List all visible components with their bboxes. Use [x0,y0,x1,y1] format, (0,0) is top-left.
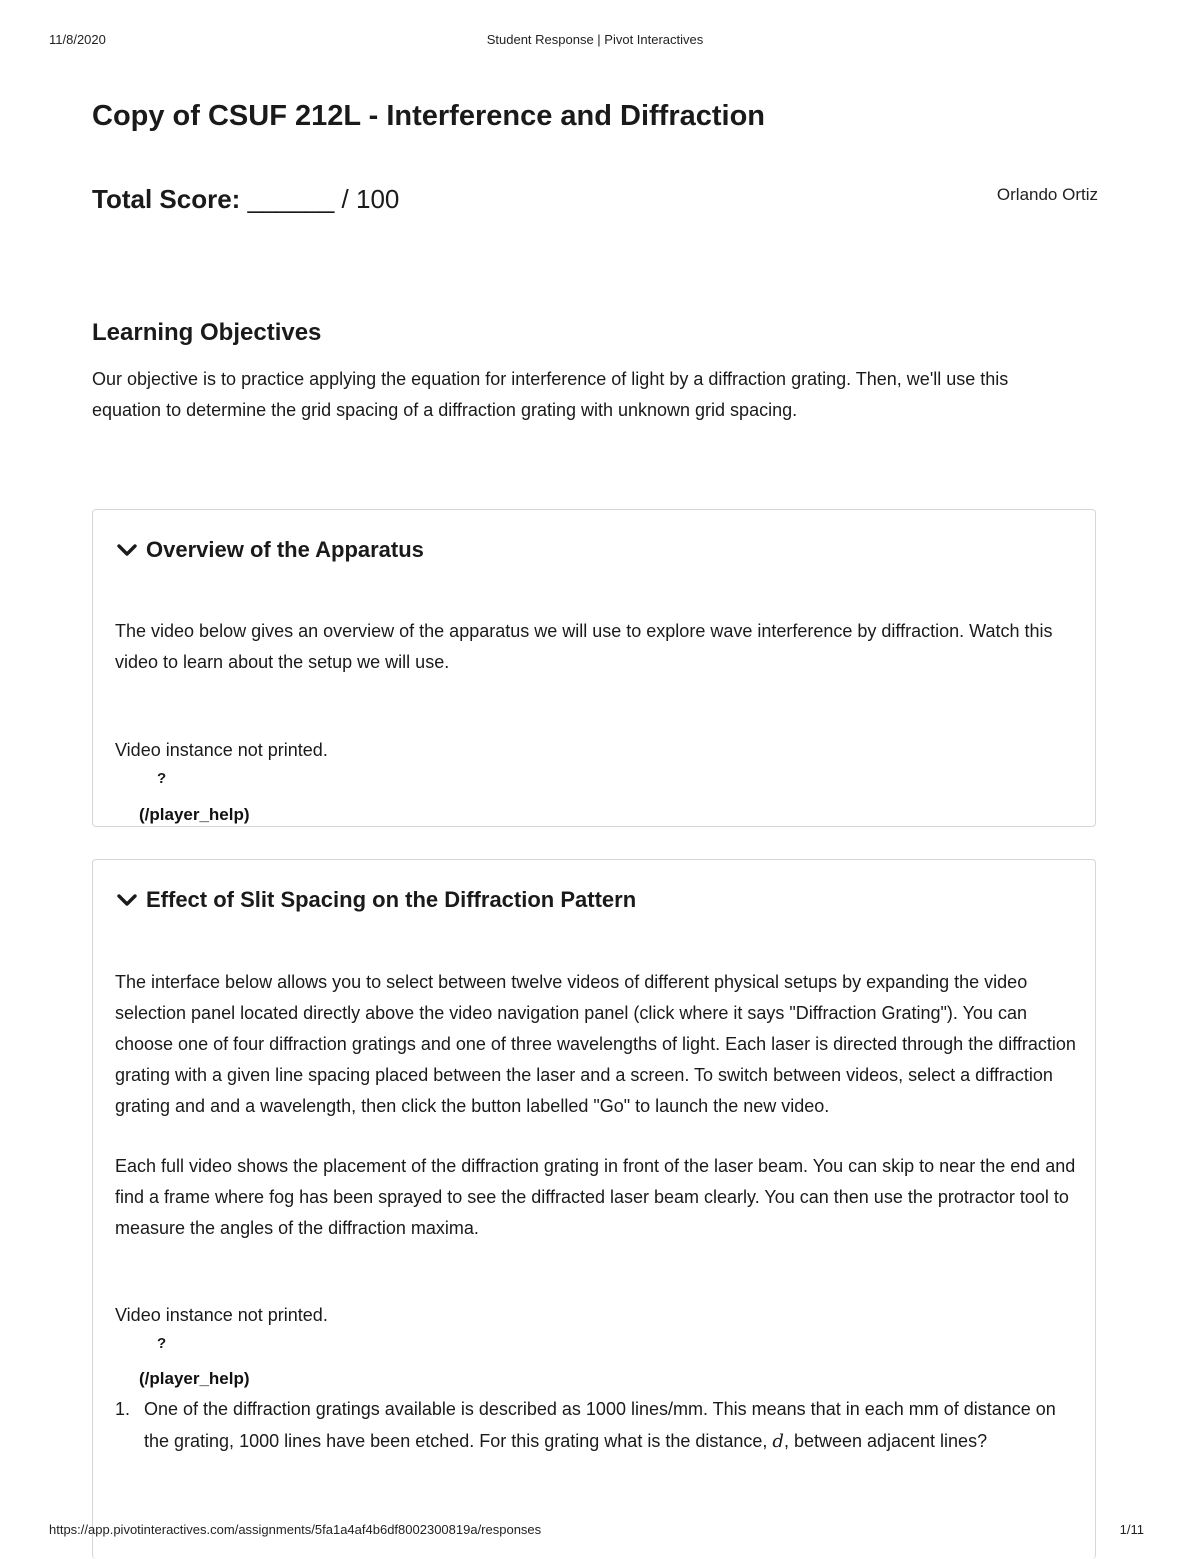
video-placeholder-note: Video instance not printed. [115,740,328,760]
print-date: 11/8/2020 [49,32,106,47]
player-help-link[interactable]: (/player_help) [139,1369,250,1388]
section-toggle-slit-spacing[interactable] [117,887,636,913]
score-label: Total Score: [92,184,241,214]
player-help-link[interactable]: (/player_help) [139,805,250,824]
question-variable: d [772,1431,784,1452]
page-title: Copy of CSUF 212L - Interference and Diffraction [92,100,766,132]
help-question-icon[interactable]: ? [157,1335,167,1352]
section-paragraph: The video below gives an overview of the apparatus we will use to explore wave interference by diffraction. Watch this video to learn about the setup we will use. [115,621,1053,672]
total-score [92,184,399,215]
question-item [115,1393,1075,1458]
print-page-title: Student Response | Pivot Interactives [486,32,704,47]
learning-objectives-text: Our objective is to practice applying the equation for interference of light by a diffraction grating. Then, we'll use this equation to determine the grid spacing of a diffraction grating with unknown grid spacing. [92,369,1009,420]
question-text [144,1393,1075,1458]
score-value: ______ / 100 [247,184,400,214]
section-toggle-apparatus[interactable] [117,537,424,563]
question-text-before: One of the diffraction gratings available is described as 1000 lines/mm. This means that in each mm of distance on the grating, 1000 lines have been etched. For this grating what is the distance, [144,1399,1056,1451]
section-title: Effect of Slit Spacing on the Diffraction Pattern [146,887,637,912]
section-paragraph: The interface below allows you to select between twelve videos of different physical setups by expanding the video selection panel located directly above the video navigation panel (click where it says "Diffraction Grating"). You can choose one of four diffraction gratings and one of three wavelengths of light. Each laser is directed through the diffraction grating with a given line spacing placed between the laser and a screen. To switch between videos, select a diffraction grating and and a wavelength, then click the button labelled "Go" to launch the new video. [115,972,1076,1116]
student-name: Orlando Ortiz [996,185,1098,204]
question-number: 1. [115,1399,131,1419]
section-title: Overview of the Apparatus [146,537,424,562]
print-page-number: 1/11 [1119,1522,1144,1537]
question-text-after: , between adjacent lines? [783,1431,988,1451]
chevron-down-icon [117,543,137,557]
print-header [0,32,1190,50]
print-footer [0,1522,1190,1540]
print-url: https://app.pivotinteractives.com/assignments/5fa1a4af4b6df8002300819a/responses [49,1522,542,1537]
video-placeholder-note: Video instance not printed. [115,1305,328,1325]
learning-objectives-heading: Learning Objectives [92,319,322,346]
section-paragraph: Each full video shows the placement of the diffraction grating in front of the laser beam. You can skip to near the end and find a frame where fog has been sprayed to see the diffracted laser beam clearly. You can then use the protractor tool to measure the angles of the diffraction maxima. [115,1156,1076,1238]
section-panel-slit-spacing [92,859,1096,1559]
section-panel-apparatus [92,509,1096,827]
chevron-down-icon [117,893,137,907]
help-question-icon[interactable]: ? [157,770,167,787]
